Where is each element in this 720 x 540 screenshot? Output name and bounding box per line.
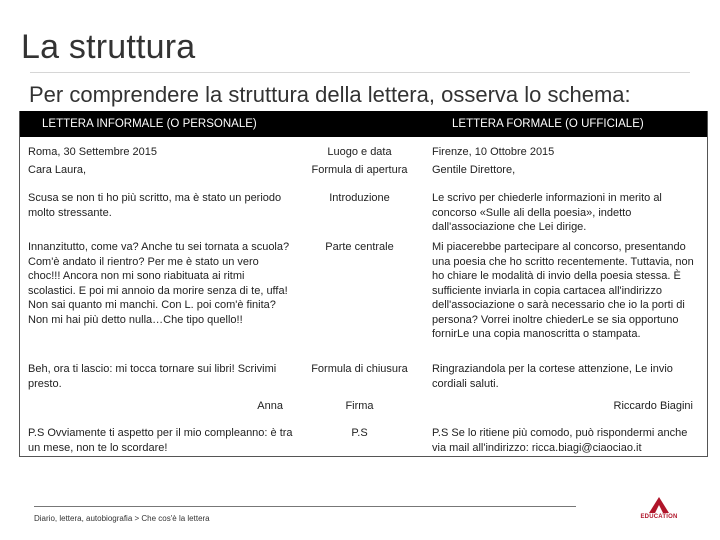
table-row: [20, 189, 707, 238]
part-label-cell: Parte centrale: [325, 241, 394, 253]
table-row: [20, 161, 707, 189]
part-label-cell: Firma: [345, 400, 374, 412]
informal-cell: Roma, 30 Settembre 2015: [28, 146, 158, 158]
informal-cell: Beh, ora ti lascio: mi tocca tornare sui libri! Scrivimi presto.: [28, 363, 277, 390]
formal-cell: Ringraziandola per la cortese attenzione, Le invio cordiali saluti.: [432, 363, 673, 390]
formal-cell: P.S Se lo ritiene più comodo, può rispondermi anche via mail all'indirizzo: ricca.biagi@ciaociao.it: [432, 427, 688, 454]
formal-cell: Firenze, 10 Ottobre 2015: [432, 146, 555, 158]
header-informal-letter: LETTERA INFORMALE (O PERSONALE): [20, 111, 422, 137]
footer-divider: [34, 506, 576, 507]
table-row: [20, 424, 707, 456]
formal-cell: Le scrivo per chiederle informazioni in merito al concorso «Sulle ali della poesia», indetto dall'associazione che Lei dirige.: [432, 192, 662, 233]
part-label-cell: Luogo e data: [327, 146, 392, 158]
part-label-cell: P.S: [351, 427, 368, 439]
part-label-cell: Introduzione: [329, 192, 390, 204]
slide-subtitle: Per comprendere la struttura della lettera, osserva lo schema:: [29, 82, 631, 107]
formal-cell: Gentile Direttore,: [432, 164, 516, 176]
header-formal-letter: LETTERA FORMALE (O UFFICIALE): [422, 111, 707, 137]
publisher-logo: [636, 497, 682, 525]
title-divider: [30, 72, 690, 73]
letter-structure-table: [19, 111, 708, 457]
table-row: [20, 137, 707, 161]
part-label-cell: Formula di apertura: [311, 164, 408, 176]
formal-signature-cell: Riccardo Biagini: [613, 400, 693, 412]
formal-cell: Mi piacerebbe partecipare al concorso, presentando una poesia che ho scritto recentemente. Tuttavia, non ho chiare le modalità di invio della poesia stessa. È sufficiente inviarla in copia cartacea all'indirizzo dell'associazione o sarà necessario che io la porti di persona? Vorrei inoltre chiederLe se sia opportuno fornirLe una copia manoscritta o stampata.: [432, 241, 694, 340]
breadcrumb: Diario, lettera, autobiografia > Che cos'è la lettera: [34, 514, 210, 523]
logo-a-icon: [649, 497, 669, 513]
informal-signature-cell: Anna: [257, 400, 283, 412]
table-header-row: [20, 111, 707, 137]
informal-cell: Scusa se non ti ho più scritto, ma è stato un periodo molto stressante.: [28, 192, 282, 219]
informal-cell: P.S Ovviamente ti aspetto per il mio compleanno: è tra un mese, non te lo scordare!: [28, 427, 293, 454]
table-row: [20, 238, 707, 360]
informal-cell: Cara Laura,: [28, 164, 87, 176]
part-label-cell: Formula di chiusura: [311, 363, 408, 375]
informal-cell: Innanzitutto, come va? Anche tu sei tornata a scuola? Com'è andato il rientro? Per me è stato un vero choc!!! Ancora non mi sono riabituata ai ritmi scolastici. E poi mi annoio da morire senza di te, uffa! Non sai quanto mi manchi. Con L. poi com'è finita? Non mi hai più detto nulla…Che tipo quello!!: [28, 241, 290, 326]
table-row: [20, 360, 707, 396]
slide-title: La struttura: [21, 28, 196, 66]
logo-text: EDUCATION: [640, 514, 678, 520]
table-row: [20, 396, 707, 424]
